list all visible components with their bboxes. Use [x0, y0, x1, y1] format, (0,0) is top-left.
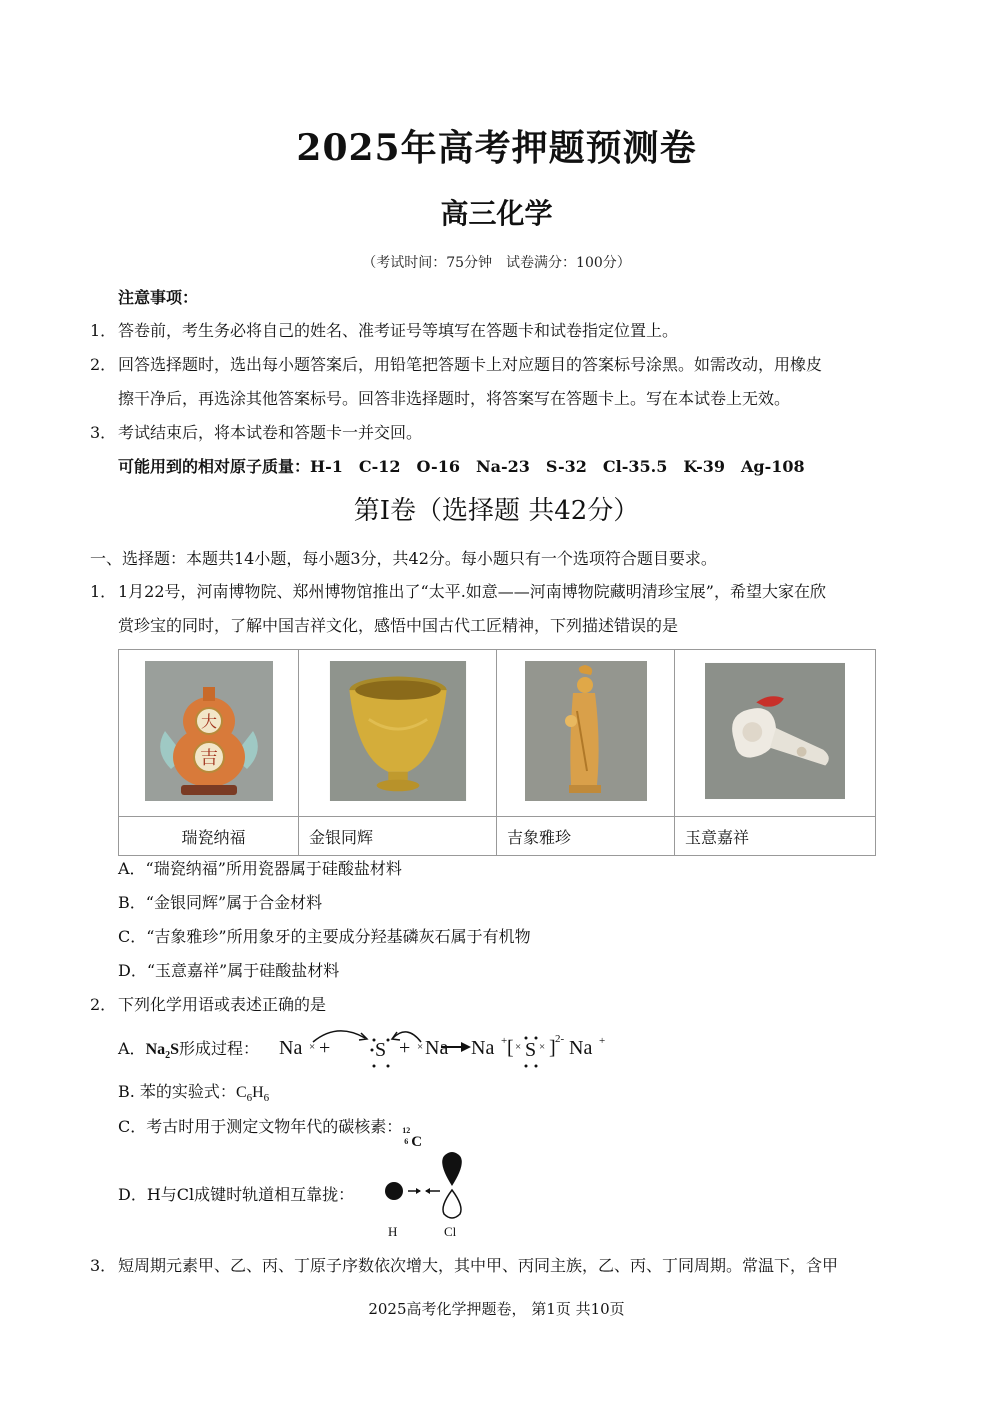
note-item-2-cont: 擦干净后，再选涂其他答案标号。回答非选择题时，将答案写在答题卡上。写在本试卷上无效。 — [118, 389, 791, 408]
section-intro: 一、选择题：本题共14小题，每小题3分，共42分。每小题只有一个选项符合题目要求。 — [90, 549, 717, 568]
note-text: 考试结束后，将本试卷和答题卡一并交回。 — [118, 423, 423, 442]
q3-num: 3． — [90, 1256, 117, 1275]
diagram-plus-sup-1: + — [501, 1035, 508, 1047]
benzene-c: C — [235, 1084, 247, 1101]
q1-option-d: D．“玉意嘉祥”属于硅酸盐材料 — [118, 961, 340, 980]
gold-cup-image — [328, 661, 468, 801]
diagram-plus-1: + — [319, 1037, 331, 1059]
q2-num: 2． — [90, 995, 117, 1014]
artifact-cell-gold-cup — [299, 650, 497, 817]
na2s-s: S — [170, 1041, 180, 1058]
artifact-cell-jade — [675, 650, 876, 817]
orbital-label-cl: Cl — [444, 1224, 457, 1239]
orbital-diagram — [378, 1150, 478, 1242]
q3-stem — [90, 1255, 838, 1277]
diagram-plus-sup-2: + — [599, 1035, 606, 1047]
diagram-bracket-close: ] — [549, 1037, 556, 1059]
q1-option-a: A．“瑞瓷纳福”所用瓷器属于硅酸盐材料 — [118, 859, 402, 878]
diagram-na-prod-2: Na — [569, 1037, 593, 1059]
note-item-3 — [90, 422, 422, 444]
diagram-bracket-open: [ — [507, 1037, 514, 1059]
q2-option-b — [118, 1081, 269, 1109]
q1-option-c: C．“吉象雅珍”所用象牙的主要成分羟基磷灰石属于有机物 — [118, 927, 531, 946]
note-text: 答卷前，考生务必将自己的姓名、准考证号等填写在答题卡和试卷指定位置上。 — [118, 321, 679, 340]
nuclide-mass: 12 — [402, 1126, 411, 1135]
na2s-formula — [145, 1041, 180, 1062]
q2-option-a-label: A． — [118, 1039, 146, 1058]
diagram-x-prod-1: × — [515, 1041, 522, 1053]
note-num: 1． — [90, 321, 117, 340]
q2-text: 下列化学用语或表述正确的是 — [118, 995, 327, 1014]
q1-artifact-table — [118, 649, 876, 856]
q1-stem-line2: 赏珍宝的同时，了解中国吉祥文化，感悟中国古代工匠精神，下列描述错误的是 — [118, 616, 679, 635]
na2s-sub: 2 — [165, 1050, 171, 1062]
note-text: 回答选择题时，选出每小题答案后，用铅笔把答题卡上对应题目的答案标号涂黑。如需改动，用橡皮 — [118, 355, 823, 374]
porcelain-vase-image — [139, 661, 279, 801]
diagram-s-left: S — [375, 1039, 387, 1061]
q2-option-b-text: B. 苯的实验式： — [118, 1082, 236, 1101]
benzene-h-sub: 6 — [263, 1092, 270, 1105]
diagram-s-prod: S — [525, 1039, 537, 1061]
q1-text: 1月22号，河南博物院、郑州博物馆推出了“太平.如意——河南博物院藏明清珍宝展”，希望大家在欣 — [118, 582, 826, 601]
diagram-charge: 2- — [555, 1033, 565, 1045]
q2-stem — [90, 994, 326, 1016]
q2-option-c-text: C．考古时用于测定文物年代的碳核素： — [118, 1117, 403, 1136]
q2-option-a-text: 形成过程： — [179, 1039, 260, 1058]
artifact-cell-porcelain — [119, 650, 299, 817]
benzene-formula — [235, 1084, 270, 1105]
h-s-orbital — [385, 1182, 403, 1200]
ivory-figure-image — [516, 661, 656, 801]
caption-jade: 玉意嘉祥 — [675, 817, 876, 856]
benzene-c-sub: 6 — [246, 1092, 253, 1105]
note-item-1 — [90, 320, 678, 342]
exam-title: 2025年高考押题预测卷 — [296, 127, 697, 169]
vase-glyph-top: 大 — [200, 712, 217, 731]
q2-option-d: D．H与Cl成键时轨道相互靠拢： — [118, 1185, 355, 1204]
nuclide-symbol: C — [411, 1134, 423, 1150]
q1-stem-line1 — [90, 581, 826, 603]
na2s-na: Na — [145, 1041, 166, 1058]
page-footer: 2025高考化学押题卷， 第1页 共10页 — [368, 1300, 625, 1318]
q2-option-c — [118, 1116, 424, 1150]
nuclide-z: 6 — [404, 1137, 409, 1146]
exam-subtitle: 高三化学 — [440, 197, 553, 230]
orbital-label-h: H — [388, 1224, 398, 1239]
diagram-na-left: Na — [279, 1037, 303, 1059]
diagram-x-right: × — [417, 1041, 424, 1053]
note-item-2 — [90, 354, 822, 376]
diagram-x-left: × — [309, 1041, 316, 1053]
notes-heading: 注意事项： — [118, 288, 199, 307]
atomic-masses: 可能用到的相对原子质量：H-1 C-12 O-16 Na-23 S-32 Cl-35.5 K-39 Ag-108 — [118, 457, 805, 476]
note-num: 3． — [90, 423, 117, 442]
q1-option-b: B．“金银同辉”属于合金材料 — [118, 893, 323, 912]
diagram-na-prod-1: Na — [471, 1037, 495, 1059]
jade-ruyi-image — [705, 661, 845, 801]
caption-gold-cup: 金银同辉 — [299, 817, 497, 856]
cl-p-lobe-top — [442, 1152, 462, 1186]
q2-option-a — [118, 1038, 259, 1067]
na2s-formation-diagram — [275, 1020, 615, 1072]
q1-num: 1． — [90, 582, 117, 601]
benzene-h: H — [252, 1084, 264, 1101]
cl-p-lobe-bottom — [443, 1190, 461, 1218]
diagram-x-prod-2: × — [539, 1041, 546, 1053]
section-title: 第Ⅰ卷（选择题 共42分） — [353, 496, 640, 526]
q3-text: 短周期元素甲、乙、丙、丁原子序数依次增大，其中甲、丙同主族，乙、丙、丁同周期。常温下，含甲 — [118, 1256, 839, 1275]
exam-info: （考试时间：75分钟 试卷满分：100分） — [362, 255, 631, 271]
vase-glyph-bottom: 吉 — [199, 748, 218, 769]
note-num: 2． — [90, 355, 117, 374]
diagram-na-right: Na — [425, 1037, 449, 1059]
caption-ivory: 吉象雅珍 — [497, 817, 675, 856]
caption-porcelain: 瑞瓷纳福 — [119, 817, 299, 856]
artifact-cell-ivory — [497, 650, 675, 817]
diagram-plus-2: + — [399, 1037, 411, 1059]
